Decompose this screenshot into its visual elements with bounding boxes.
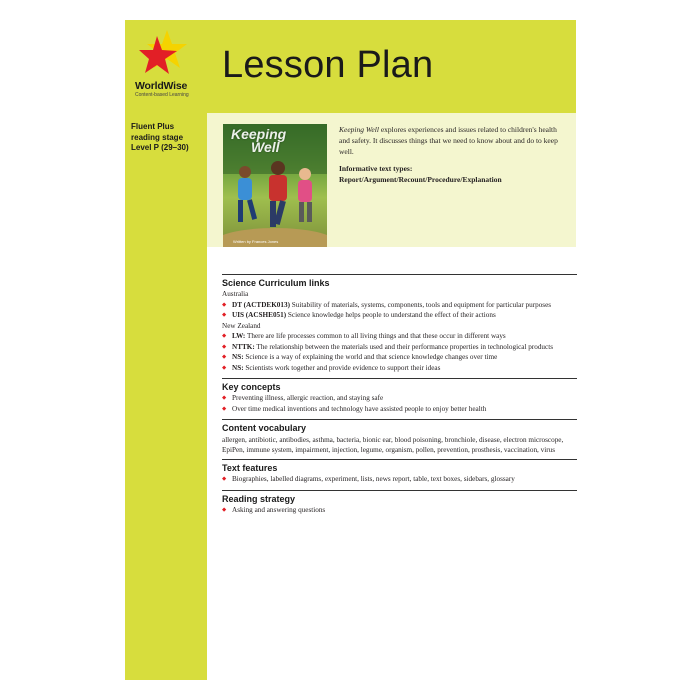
level-line-3: Level P (29–30) <box>131 143 189 152</box>
link-code: LW: <box>232 332 246 340</box>
cover-title <box>231 128 286 154</box>
book-cover-image <box>223 124 327 247</box>
list-item: ◆ Over time medical inventions and technology have assisted people to enjoy better health <box>222 405 577 415</box>
key-concepts-section <box>222 378 577 419</box>
link-text: Science knowledge helps people to understand the effect of their actions <box>286 311 496 319</box>
brand-name: WorldWise <box>135 80 188 92</box>
list-item: ◆ Preventing illness, allergic reaction, and staying safe <box>222 394 577 404</box>
curriculum-section <box>222 274 577 378</box>
intro-description <box>339 124 567 157</box>
cover-title-line-2: Well <box>251 139 280 155</box>
link-code: NTTK: <box>232 342 255 351</box>
level-line-1: Fluent Plus <box>131 122 175 131</box>
list-item: ◆ Asking and answering questions <box>222 506 577 516</box>
reading-strategy-title: Reading strategy <box>222 493 296 504</box>
level-line-2: reading stage <box>131 132 184 142</box>
link-code: DT (ACTDEK013) <box>232 300 290 309</box>
vocabulary-section <box>222 419 577 459</box>
worldwise-logo <box>135 28 199 98</box>
text-features-section <box>222 459 577 490</box>
cover-title-line-1: Keeping <box>231 126 287 142</box>
link-code: NS: <box>232 353 244 361</box>
cover-author: Written by Frances Jones <box>233 239 279 244</box>
vocabulary-title: Content vocabulary <box>222 423 307 433</box>
reading-strategy-section <box>222 490 577 521</box>
text-features-list <box>222 475 577 485</box>
vocabulary-text: allergen, antibiotic, antibodies, asthma, bacteria, bionic ear, blood poisoning, bronchiole, disease, electron microscope, EpiPen, immune system, impairment, injection, legume, organism, pollen, prevention, prosthesis, vaccination, virus <box>222 436 564 454</box>
list-item <box>222 311 577 321</box>
link-text: Suitability of materials, systems, components, tools and equipment for particular purposes <box>289 300 552 309</box>
reading-level <box>131 122 205 154</box>
star-logo-icon <box>139 28 191 78</box>
list-item <box>222 343 577 353</box>
sidebar-band <box>125 20 207 680</box>
australia-label: Australia <box>222 290 249 298</box>
link-text: There are life processes common to all living things and that these occur in different ways <box>245 332 506 340</box>
text-types-label: Informative text types: <box>339 164 413 173</box>
list-item <box>222 353 577 363</box>
key-concepts-title: Key concepts <box>222 382 281 392</box>
intro-book-title: Keeping Well <box>339 125 379 134</box>
brand-tagline: Content-based Learning <box>135 92 189 98</box>
link-code: UIS (ACSHE051) <box>232 311 287 319</box>
text-types-list: Report/Argument/Recount/Procedure/Explanation <box>339 175 502 184</box>
nz-links <box>222 332 577 373</box>
link-text: Scientists work together and provide evidence to support their ideas <box>243 363 441 372</box>
intro-text <box>339 124 567 185</box>
page-title: Lesson Plan <box>222 44 434 86</box>
link-text: The relationship between the materials used and their performance properties in technological products <box>254 342 554 351</box>
nz-label: New Zealand <box>222 321 261 330</box>
curriculum-title: Science Curriculum links <box>222 278 330 288</box>
list-item <box>222 301 577 311</box>
reading-strategy-list <box>222 506 577 516</box>
lesson-content <box>222 274 577 520</box>
list-item <box>222 332 577 342</box>
list-item: ◆ Biographies, labelled diagrams, experiment, lists, news report, table, text boxes, sidebars, glossary <box>222 475 577 485</box>
link-code: NS: <box>232 363 244 372</box>
australia-links <box>222 301 577 321</box>
key-concepts-list <box>222 394 577 414</box>
text-features-title: Text features <box>222 463 278 473</box>
intro-description-text: explores experiences and issues related to children's health and safety. It discusses things that we need to know about and do to keep well. <box>339 125 558 156</box>
link-text: Science is a way of explaining the world and that science knowledge changes over time <box>243 353 498 361</box>
list-item <box>222 364 577 374</box>
